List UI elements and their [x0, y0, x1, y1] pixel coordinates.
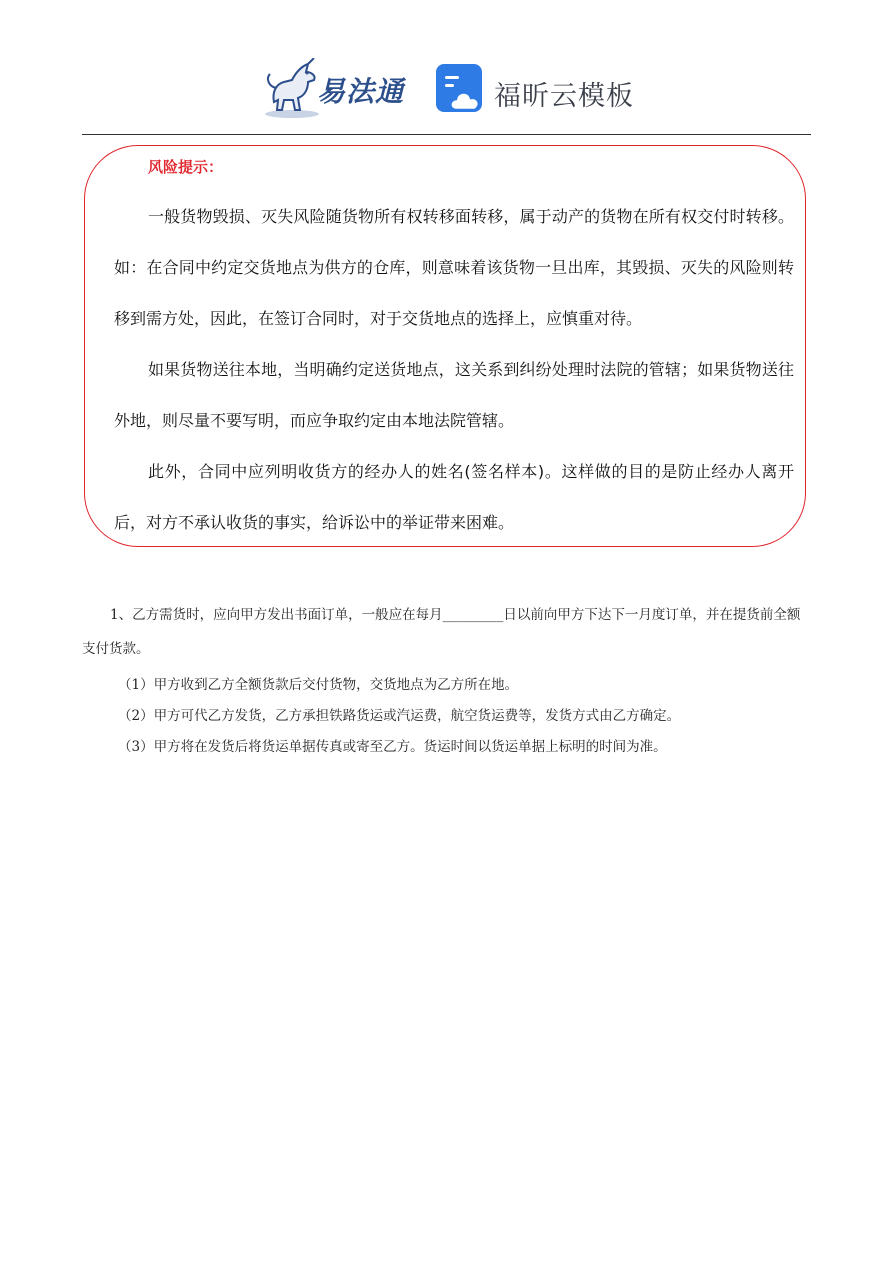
page-header [0, 58, 893, 124]
foxit-template-logo-text: 福昕云模板 [494, 81, 634, 112]
yifatong-logo [262, 58, 422, 120]
risk-paragraph: 此外，合同中应列明收货方的经办人的姓名(签名样本)。这样做的目的是防止经办人离开后，对方不承认收货的事实，给诉讼中的举证带来困难。 [114, 462, 794, 532]
foxit-template-logo [436, 64, 636, 120]
contract-item: （2）甲方可代乙方发货，乙方承担铁路货运或汽运费，航空货运费等，发货方式由乙方确定。 [118, 708, 681, 724]
risk-paragraph: 一般货物毁损、灭失风险随货物所有权转移面转移，属于动产的货物在所有权交付时转移。如：在合同中约定交货地点为供方的仓库，则意味着该货物一旦出库，其毁损、灭失的风险则转移到需方处，因此，在签订合同时，对于交货地点的选择上，应慎重对待。 [114, 207, 794, 328]
contract-clause-1: 1、乙方需货时，应向甲方发出书面订单，一般应在每月_________日以前向甲方下达下一月度订单，并在提货前全额支付货款。 [82, 607, 801, 657]
unicorn-icon [262, 58, 324, 120]
risk-notice-title: 风险提示： [148, 158, 224, 176]
header-divider [82, 134, 811, 135]
yifatong-logo-text: 易法通 [317, 75, 405, 108]
contract-item: （3）甲方将在发货后将货运单据传真或寄至乙方。货运时间以货运单据上标明的时间为准。 [118, 739, 667, 755]
cloud-document-icon [436, 64, 488, 116]
contract-item: （1）甲方收到乙方全额货款后交付货物，交货地点为乙方所在地。 [118, 677, 519, 693]
risk-paragraph: 如果货物送往本地，当明确约定送货地点，这关系到纠纷处理时法院的管辖；如果货物送往外地，则尽量不要写明，而应争取约定由本地法院管辖。 [114, 360, 794, 430]
